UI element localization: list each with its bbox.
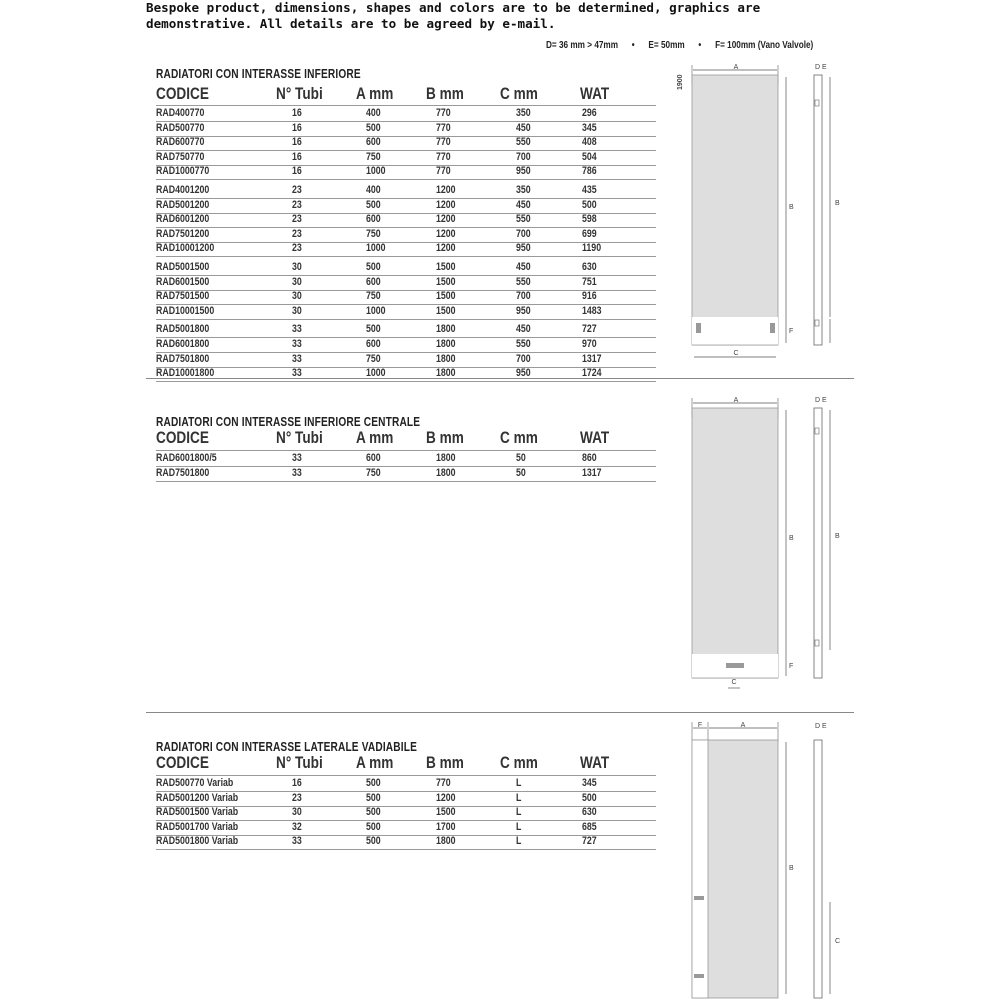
table-cell: RAD5001500 Variab <box>156 806 239 819</box>
dimension-b-side-label: B <box>835 200 840 207</box>
table-cell: 950 <box>516 304 531 317</box>
table-cell: 1317 <box>582 352 602 365</box>
table-cell: 408 <box>582 136 597 149</box>
table-cell: 950 <box>516 165 531 178</box>
table-cell: L <box>516 791 522 804</box>
table-cell: 350 <box>516 107 531 119</box>
notice-text: Bespoke product, dimensions, shapes and colors are to be determined, graphics are demonstrative. All details are to be agreed by e-mail. <box>146 0 761 31</box>
table-cell: 1500 <box>436 261 456 273</box>
table-cell: 500 <box>582 791 597 804</box>
table-cell: 1500 <box>436 304 456 317</box>
table-cell: RAD10001800 <box>156 367 215 380</box>
table-cell: RAD5001700 Variab <box>156 820 239 833</box>
header-rule <box>156 105 656 106</box>
table-cell: 450 <box>516 323 531 336</box>
table-cell: 30 <box>292 304 302 317</box>
table-row <box>156 242 656 257</box>
dimension-e-label: E <box>822 397 827 404</box>
table-row <box>156 290 656 305</box>
table-cell: 1500 <box>436 275 456 288</box>
column-header: C mm <box>500 753 538 772</box>
table-cell: 16 <box>292 777 302 789</box>
table-cell: 33 <box>292 452 302 464</box>
table-cell: 500 <box>366 777 381 789</box>
spec-separator: • <box>631 40 635 51</box>
dimension-b-label: B <box>789 204 794 211</box>
column-header: N° Tubi <box>276 753 323 772</box>
table-cell: 23 <box>292 198 302 211</box>
table-cell: RAD750770 <box>156 150 205 163</box>
table-cell: RAD7501800 <box>156 352 210 365</box>
table-cell: 600 <box>366 213 381 226</box>
table-header <box>0 753 660 773</box>
table-cell: 30 <box>292 290 302 303</box>
table-cell: 33 <box>292 352 302 365</box>
table-row <box>156 367 656 382</box>
table-cell: 550 <box>516 213 531 226</box>
table-cell: 33 <box>292 338 302 350</box>
table-cell: 33 <box>292 835 302 848</box>
table-cell: 500 <box>366 261 381 273</box>
table-header <box>0 84 660 104</box>
table-cell: 500 <box>582 198 597 211</box>
table-cell: L <box>516 806 522 819</box>
table-cell: 400 <box>366 184 381 196</box>
column-header: WAT <box>580 84 610 103</box>
table-cell: RAD5001200 <box>156 198 210 211</box>
table-cell: 500 <box>366 820 381 833</box>
dimension-d-label: D <box>815 397 821 404</box>
section-title: RADIATORI CON INTERASSE INFERIORE <box>156 66 361 81</box>
header-rule <box>156 450 656 451</box>
table-cell: 500 <box>366 806 381 819</box>
table-cell: 770 <box>436 107 451 119</box>
table-cell: 600 <box>366 338 381 350</box>
table-cell: 504 <box>582 150 597 163</box>
spec-separator: • <box>698 40 702 51</box>
table-cell: 1000 <box>366 165 386 178</box>
table-row <box>156 199 656 214</box>
dimension-e-label: E <box>822 64 827 71</box>
table-cell: L <box>516 777 522 789</box>
column-header: N° Tubi <box>276 84 323 103</box>
table-cell: 435 <box>582 184 597 196</box>
dimension-d-label: D <box>815 723 821 730</box>
table-row <box>156 792 656 807</box>
table-cell: 1800 <box>436 338 456 350</box>
table-cell: 500 <box>366 791 381 804</box>
table-cell: 500 <box>366 121 381 134</box>
dimension-b-side-label: B <box>835 533 840 540</box>
table-cell: 727 <box>582 835 597 848</box>
table-cell: 1700 <box>436 820 456 833</box>
column-header: WAT <box>580 753 610 772</box>
table-cell: 16 <box>292 150 302 163</box>
table-row <box>156 806 656 821</box>
table-cell: 600 <box>366 136 381 149</box>
table-cell: 598 <box>582 213 597 226</box>
table-cell: 770 <box>436 165 451 178</box>
table-cell: 750 <box>366 352 381 365</box>
table-cell: 1724 <box>582 367 602 380</box>
table-row <box>156 228 656 243</box>
table-cell: 23 <box>292 791 302 804</box>
table-cell: RAD6001800 <box>156 338 210 350</box>
table-cell: 1483 <box>582 304 602 317</box>
table-cell: 970 <box>582 338 597 350</box>
table-cell: 33 <box>292 323 302 336</box>
table-cell: 450 <box>516 121 531 134</box>
column-header: A mm <box>356 428 394 447</box>
table-cell: 600 <box>366 452 381 464</box>
table-cell: RAD7501200 <box>156 227 210 240</box>
section-title: RADIATORI CON INTERASSE INFERIORE CENTRALE <box>156 414 421 429</box>
table-row <box>156 452 656 467</box>
column-header: C mm <box>500 84 538 103</box>
table-row <box>156 122 656 137</box>
table-cell: 500 <box>366 198 381 211</box>
table-cell: 550 <box>516 275 531 288</box>
spec-d: D= 36 mm > 47mm <box>546 40 619 51</box>
section-divider <box>146 712 854 713</box>
table-cell: RAD10001500 <box>156 304 215 317</box>
column-header: CODICE <box>156 428 209 447</box>
table-cell: 32 <box>292 820 302 833</box>
table-cell: 16 <box>292 121 302 134</box>
table-cell: 1200 <box>436 184 456 196</box>
section-title: RADIATORI CON INTERASSE LATERALE VADIABILE <box>156 739 418 754</box>
dimension-d-label: D <box>815 64 821 71</box>
table-cell: 700 <box>516 227 531 240</box>
table-row <box>156 136 656 151</box>
table-cell: 23 <box>292 242 302 255</box>
dimension-a-label: A <box>733 397 739 404</box>
table-row <box>156 467 656 482</box>
table-row <box>156 777 656 792</box>
table-cell: 1800 <box>436 466 456 479</box>
spec-line <box>546 40 814 51</box>
table-cell: 630 <box>582 806 597 819</box>
table-cell: RAD400770 <box>156 107 205 119</box>
table-cell: 770 <box>436 121 451 134</box>
dimension-c-label: C <box>733 350 739 357</box>
table-cell: 1500 <box>436 290 456 303</box>
table-cell: 1200 <box>436 213 456 226</box>
column-header: N° Tubi <box>276 428 323 447</box>
table-cell: 600 <box>366 275 381 288</box>
table-row <box>156 165 656 180</box>
table-header <box>0 428 660 448</box>
table-cell: 1200 <box>436 791 456 804</box>
dimension-c-label: C <box>731 679 737 686</box>
header-rule <box>156 775 656 776</box>
table-row <box>156 353 656 368</box>
table-cell: RAD7501500 <box>156 290 210 303</box>
table-cell: 770 <box>436 136 451 149</box>
table-cell: 750 <box>366 466 381 479</box>
table-cell: 1800 <box>436 323 456 336</box>
table-cell: 345 <box>582 777 597 789</box>
table-cell: 1800 <box>436 452 456 464</box>
table-cell: 33 <box>292 466 302 479</box>
table-cell: 1200 <box>436 242 456 255</box>
dimension-a-label: A <box>740 722 746 729</box>
table-cell: 950 <box>516 367 531 380</box>
table-cell: 700 <box>516 290 531 303</box>
height-label: 1900 <box>677 74 684 90</box>
table-cell: 1200 <box>436 227 456 240</box>
table-cell: L <box>516 820 522 833</box>
table-cell: 550 <box>516 136 531 149</box>
column-header: B mm <box>426 753 464 772</box>
table-cell: 1000 <box>366 367 386 380</box>
table-cell: 1800 <box>436 367 456 380</box>
table-cell: 750 <box>366 227 381 240</box>
table-cell: 770 <box>436 777 451 789</box>
table-cell: 30 <box>292 275 302 288</box>
table-cell: 400 <box>366 107 381 119</box>
table-cell: 860 <box>582 452 597 464</box>
table-cell: 727 <box>582 323 597 336</box>
table-cell: 751 <box>582 275 597 288</box>
table-cell: 23 <box>292 227 302 240</box>
table-cell: 500 <box>366 835 381 848</box>
table-cell: 685 <box>582 820 597 833</box>
column-header: WAT <box>580 428 610 447</box>
dimension-b-label: B <box>789 865 794 872</box>
table-cell: RAD6001500 <box>156 275 210 288</box>
table-cell: RAD1000770 <box>156 165 210 178</box>
table-row <box>156 213 656 228</box>
table-cell: 750 <box>366 290 381 303</box>
table-row <box>156 835 656 850</box>
table-cell: 23 <box>292 184 302 196</box>
table-cell: L <box>516 835 522 848</box>
table-cell: RAD6001800/5 <box>156 452 217 464</box>
table-cell: 1190 <box>582 242 602 255</box>
table-row <box>156 323 656 338</box>
table-cell: 1500 <box>436 806 456 819</box>
table-cell: 630 <box>582 261 597 273</box>
table-cell: 450 <box>516 261 531 273</box>
table-cell: 16 <box>292 107 302 119</box>
table-cell: RAD500770 Variab <box>156 777 234 789</box>
table-row <box>156 305 656 320</box>
column-header: A mm <box>356 753 394 772</box>
table-cell: 33 <box>292 367 302 380</box>
spec-e: E= 50mm <box>648 40 685 51</box>
table-cell: 1800 <box>436 835 456 848</box>
table-cell: RAD7501800 <box>156 466 210 479</box>
table-cell: 50 <box>516 466 526 479</box>
table-cell: RAD5001500 <box>156 261 210 273</box>
table-row <box>156 276 656 291</box>
table-cell: RAD600770 <box>156 136 205 149</box>
table-cell: 550 <box>516 338 531 350</box>
table-cell: 30 <box>292 806 302 819</box>
column-header: CODICE <box>156 84 209 103</box>
table-cell: 1000 <box>366 304 386 317</box>
dimension-a-label: A <box>733 64 739 71</box>
table-row <box>156 184 656 199</box>
table-cell: 345 <box>582 121 597 134</box>
dimension-e-label: E <box>822 723 827 730</box>
table-cell: 1000 <box>366 242 386 255</box>
table-cell: RAD10001200 <box>156 242 215 255</box>
table-row <box>156 821 656 836</box>
table-cell: 16 <box>292 136 302 149</box>
table-cell: 700 <box>516 352 531 365</box>
dimension-c-label: C <box>835 938 841 945</box>
column-header: A mm <box>356 84 394 103</box>
column-header: B mm <box>426 428 464 447</box>
dimension-f-label: F <box>789 663 794 670</box>
table-cell: 16 <box>292 165 302 178</box>
table-row <box>156 107 656 122</box>
column-header: C mm <box>500 428 538 447</box>
table-cell: 700 <box>516 150 531 163</box>
table-row <box>156 151 656 166</box>
table-cell: 1200 <box>436 198 456 211</box>
table-cell: 23 <box>292 213 302 226</box>
table-cell: 770 <box>436 150 451 163</box>
dimension-f-label: F <box>789 328 794 335</box>
table-row <box>156 338 656 353</box>
table-cell: 786 <box>582 165 597 178</box>
table-cell: 296 <box>582 107 597 119</box>
table-cell: 1317 <box>582 466 602 479</box>
table-cell: 1800 <box>436 352 456 365</box>
radiator-drawing-3 <box>668 718 858 1000</box>
table-cell: 350 <box>516 184 531 196</box>
table-cell: 50 <box>516 452 526 464</box>
table-row <box>156 261 656 276</box>
radiator-drawing-2 <box>668 388 858 708</box>
column-header: CODICE <box>156 753 209 772</box>
radiator-drawing-1 <box>668 55 858 375</box>
table-cell: 450 <box>516 198 531 211</box>
dimension-f-label: F <box>697 722 703 729</box>
table-cell: RAD5001800 <box>156 323 210 336</box>
spec-f: F= 100mm (Vano Valvole) <box>715 40 814 51</box>
dimension-b-label: B <box>789 535 794 542</box>
table-cell: 950 <box>516 242 531 255</box>
table-cell: 500 <box>366 323 381 336</box>
table-cell: RAD6001200 <box>156 213 210 226</box>
table-cell: 916 <box>582 290 597 303</box>
table-cell: RAD4001200 <box>156 184 210 196</box>
table-cell: RAD500770 <box>156 121 205 134</box>
table-cell: 699 <box>582 227 597 240</box>
column-header: B mm <box>426 84 464 103</box>
table-cell: RAD5001200 Variab <box>156 791 239 804</box>
table-cell: RAD5001800 Variab <box>156 835 239 848</box>
table-cell: 30 <box>292 261 302 273</box>
table-cell: 750 <box>366 150 381 163</box>
